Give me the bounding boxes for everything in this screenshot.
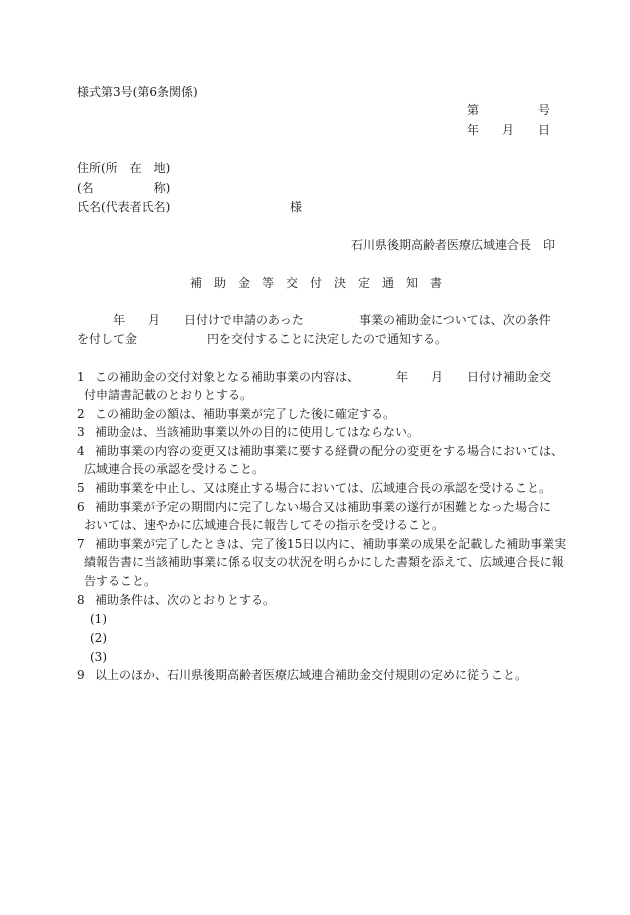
condition-number: 3: [77, 425, 85, 439]
condition-text: この補助金の額は、補助事業が完了した後に確定する。: [95, 407, 396, 421]
date-month: 月: [502, 123, 515, 137]
condition-text: 日付け補助金交: [467, 370, 552, 384]
honorific: 様: [290, 200, 303, 214]
condition-number: 4: [77, 444, 85, 458]
doc-number-prefix: 第: [467, 103, 480, 117]
intro-dated-applied: 日付けで申請のあった: [184, 313, 304, 327]
condition-text-continued: 付申請書記載のとおりとする。: [84, 388, 253, 402]
condition-text: 年: [396, 370, 409, 384]
condition-text: 補助事業を中止し、又は廃止する場合においては、広域連合長の承認を受けること。: [95, 481, 552, 495]
condition-text-continued: おいては、速やかに広域連合長に報告してその指示を受けること。: [84, 518, 445, 532]
intro-project-subsidy: 事業の補助金については、次の条件: [359, 313, 551, 327]
date-day: 日: [538, 123, 551, 137]
doc-number-suffix: 号: [538, 103, 551, 117]
condition-text-continued: 広域連合長の承認を受けること。: [84, 462, 265, 476]
condition-text: 以上のほか、石川県後期高齢者医療広域連合補助金交付規則の定めに従うこと。: [95, 668, 528, 682]
document-title: 補 助 金 等 交 付 決 定 通 知 書: [190, 276, 443, 290]
condition-text: 補助事業が予定の期間内に完了しない場合又は補助事業の遂行が困難となった場合に: [95, 500, 552, 514]
condition-number: 6: [77, 500, 85, 514]
address-label: 住所(所 在 地): [77, 161, 171, 175]
condition-text: 補助条件は、次のとおりとする。: [95, 593, 276, 607]
condition-number: 9: [77, 668, 85, 682]
intro-amount-prefix: を付して金: [77, 332, 138, 346]
condition-text: この補助金の交付対象となる補助事業の内容は、: [95, 370, 360, 384]
condition-text: 補助事業の内容の変更又は補助事業に要する経費の配分の変更をする場合においては、: [95, 444, 564, 458]
condition-text: 補助事業が完了したときは、完了後15日以内に、補助事業の成果を記載した補助事業実: [95, 537, 567, 551]
name-label: (名 称): [77, 181, 171, 195]
issuer-name: 石川県後期高齢者医療広域連合長 印: [351, 238, 556, 252]
form-label: 様式第3号(第6条関係): [77, 85, 198, 99]
intro-year: 年: [113, 313, 126, 327]
condition-number: 8: [77, 593, 85, 607]
condition-text: 補助金は、当該補助事業以外の目的に使用してはならない。: [95, 425, 420, 439]
condition-number: 7: [77, 537, 85, 551]
condition-number: 5: [77, 481, 85, 495]
sub-condition: (1): [90, 612, 107, 626]
condition-text-continued: 績報告書に当該補助事業に係る収支の状況を明らかにした書類を添えて、広域連合長に報: [84, 555, 564, 569]
intro-amount-suffix: 円を交付することに決定したので通知する。: [207, 332, 448, 346]
condition-text: 月: [431, 370, 444, 384]
condition-text-continued: 告すること。: [84, 574, 157, 588]
condition-number: 1: [77, 370, 85, 384]
intro-month: 月: [148, 313, 161, 327]
condition-number: 2: [77, 407, 85, 421]
sub-condition: (2): [90, 631, 107, 645]
sub-condition: (3): [90, 650, 107, 664]
date-year: 年: [467, 123, 480, 137]
representative-label: 氏名(代表者氏名): [77, 200, 171, 214]
